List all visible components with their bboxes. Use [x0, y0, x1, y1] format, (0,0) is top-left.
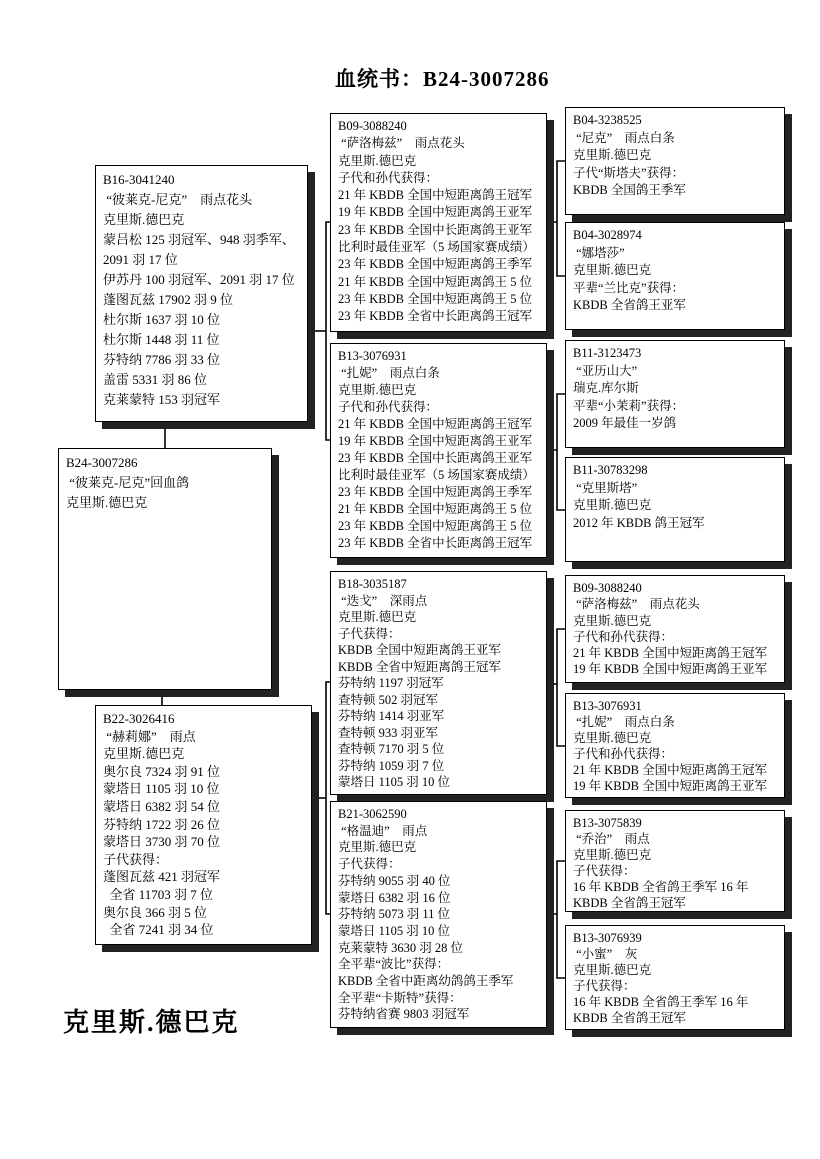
- pedigree-line: 克里斯.德巴克: [338, 840, 417, 855]
- pedigree-line: 23 年 KBDB 全国中短距离鸽王季军: [338, 257, 533, 272]
- pedigree-line: “尼克” 雨点白条: [573, 130, 675, 145]
- pedigree-line: “扎妮” 雨点白条: [573, 715, 675, 729]
- pedigree-line: KBDB 全省鸽王冠军: [573, 896, 686, 910]
- pedigree-line: 芬特纳 9055 羽 40 位: [338, 873, 451, 888]
- pedigree-box-ggp-b13-3075839: [565, 810, 785, 912]
- pedigree-line: 21 年 KBDB 全国中短距离鸽王 5 位: [338, 274, 533, 289]
- pedigree-line: 23 年 KBDB 全省中长距离鸽王冠军: [338, 536, 533, 550]
- ring-number: B11-3123473: [573, 346, 642, 360]
- pedigree-line: 查特顿 7170 羽 5 位: [338, 742, 445, 756]
- pedigree-line: 23 年 KBDB 全国中长距离鸽王亚军: [338, 451, 533, 465]
- pedigree-line: “格温迪” 雨点: [338, 823, 428, 838]
- ring-number: B24-3007286: [66, 455, 138, 470]
- pedigree-line: KBDB 全省中短距离鸽王冠军: [338, 659, 501, 674]
- pedigree-line: 克里斯.德巴克: [103, 746, 185, 762]
- ring-number: B22-3026416: [103, 711, 175, 726]
- pedigree-line: “萨洛梅兹” 雨点花头: [573, 597, 700, 612]
- pedigree-box-ggp-b04-3028974: [565, 222, 785, 330]
- ring-number: B11-30783298: [573, 463, 648, 477]
- pedigree-line: 19 年 KBDB 全国中短距离鸽王亚军: [338, 205, 533, 220]
- ring-number: B13-3076931: [338, 349, 407, 363]
- pedigree-line: 子代获得：: [338, 857, 401, 872]
- pedigree-line: 23 年 KBDB 全国中短距离鸽王 5 位: [338, 519, 533, 533]
- ring-number: B09-3088240: [338, 119, 407, 133]
- pedigree-line: 21 年 KBDB 全国中短距离鸽王冠军: [338, 188, 533, 203]
- pedigree-line: 克里斯.德巴克: [103, 212, 185, 227]
- pedigree-line: 蒙塔日 3730 羽 70 位: [103, 834, 221, 850]
- pedigree-line: 克里斯.德巴克: [573, 613, 652, 628]
- pedigree-box-ggp-b13-3076931: [565, 693, 785, 798]
- pedigree-line: 21 年 KBDB 全国中短距离鸽王冠军: [573, 763, 768, 777]
- pedigree-line: 奥尔良 366 羽 5 位: [103, 904, 208, 920]
- pedigree-line: 克里斯.德巴克: [573, 498, 652, 512]
- pedigree-line: 芬特纳 1059 羽 7 位: [338, 758, 445, 773]
- pedigree-line: 21 年 KBDB 全国中短距离鸽王 5 位: [338, 502, 533, 516]
- pedigree-line: 子代“斯塔夫”获得：: [573, 165, 685, 180]
- ring-number: B13-3075839: [573, 816, 642, 830]
- pedigree-line: 克里斯.德巴克: [573, 963, 652, 977]
- pedigree-line: KBDB 全省鸽王亚军: [573, 298, 686, 312]
- pedigree-box-sire-b16-3041240: [95, 165, 308, 422]
- pedigree-line: 克里斯.德巴克: [338, 610, 417, 624]
- pedigree-line: 2012 年 KBDB 鸽王冠军: [573, 515, 705, 530]
- ring-number: B13-3076931: [573, 699, 642, 713]
- pedigree-line: 21 年 KBDB 全国中短距离鸽王冠军: [338, 417, 533, 431]
- pedigree-line: 子代和孙代获得：: [573, 747, 674, 761]
- pedigree-box-dam-b22-3026416: [95, 705, 312, 945]
- pedigree-line: 盖雷 5331 羽 86 位: [103, 372, 208, 387]
- pedigree-line: “彼莱克-尼克” 雨点花头: [103, 192, 253, 207]
- pedigree-line: 子代获得：: [573, 979, 636, 993]
- pedigree-line: 克莱蒙特 3630 羽 28 位: [338, 940, 464, 955]
- ring-number: B13-3076939: [573, 931, 642, 945]
- pedigree-line: 23 年 KBDB 全国中长距离鸽王亚军: [338, 222, 533, 237]
- pedigree-line: 子代获得：: [338, 626, 401, 641]
- ring-number: B04-3028974: [573, 228, 642, 242]
- pedigree-box-sire-dam-b13-3076931: [330, 343, 547, 558]
- pedigree-line: 芬特纳 1722 羽 26 位: [103, 816, 221, 832]
- pedigree-line: 19 年 KBDB 全国中短距离鸽王亚军: [573, 662, 768, 677]
- pedigree-line: KBDB 全国鸽王季军: [573, 183, 686, 197]
- ring-number: B16-3041240: [103, 172, 175, 187]
- pedigree-line: “亚历山大”: [573, 363, 638, 378]
- pedigree-box-dam-dam-b21-3062590: [330, 801, 547, 1028]
- pedigree-line: 子代和孙代获得：: [573, 629, 674, 644]
- pedigree-line: 16 年 KBDB 全省鸽王季军 16 年: [573, 880, 749, 894]
- pedigree-line: 蒙塔日 1105 羽 10 位: [338, 775, 451, 789]
- pedigree-line: 克里斯.德巴克: [66, 495, 148, 510]
- ring-number: B09-3088240: [573, 581, 642, 595]
- ring-number: B04-3238525: [573, 113, 642, 127]
- pedigree-line: 比利时最佳亚军（5 场国家赛成绩）: [338, 468, 535, 482]
- pedigree-box-ggp-b11-3123473: [565, 340, 785, 448]
- ring-number: B21-3062590: [338, 807, 407, 821]
- pedigree-line: 23 年 KBDB 全国中短距离鸽王季军: [338, 485, 533, 499]
- pedigree-line: 奥尔良 7324 羽 91 位: [103, 763, 221, 779]
- pedigree-line: 子代和孙代获得：: [338, 170, 439, 185]
- pedigree-line: KBDB 全省中距离幼鸽鸽王季军: [338, 974, 514, 989]
- pedigree-line: 2091 羽 17 位: [103, 252, 178, 267]
- pedigree-line: 芬特纳省赛 9803 羽冠军: [338, 1007, 470, 1022]
- pedigree-line: 蒙塔日 6382 羽 16 位: [338, 890, 451, 905]
- pedigree-line: 克里斯.德巴克: [573, 148, 652, 162]
- pedigree-line: 蒙塔日 1105 羽 10 位: [103, 781, 220, 797]
- pedigree-line: 全平辈“波比”获得：: [338, 957, 450, 972]
- pedigree-box-subject-b24-3007286: [58, 448, 272, 690]
- ring-number: B18-3035187: [338, 577, 407, 591]
- pedigree-line: 瑞克.库尔斯: [573, 381, 639, 395]
- pedigree-line: 克里斯.德巴克: [573, 731, 652, 745]
- pedigree-line: 芬特纳 1197 羽冠军: [338, 676, 444, 690]
- pedigree-box-ggp-b09-3088240: [565, 575, 785, 683]
- pedigree-line: KBDB 全省鸽王冠军: [573, 1011, 686, 1025]
- pedigree-line: 克里斯.德巴克: [338, 153, 417, 168]
- pedigree-line: 克莱蒙特 153 羽冠军: [103, 392, 221, 407]
- pedigree-box-ggp-b13-3076939: [565, 925, 785, 1030]
- pedigree-line: 19 年 KBDB 全国中短距离鸽王亚军: [338, 434, 533, 448]
- pedigree-line: 16 年 KBDB 全省鸽王季军 16 年: [573, 995, 749, 1009]
- pedigree-line: 19 年 KBDB 全国中短距离鸽王亚军: [573, 779, 768, 793]
- pedigree-line: 蓬图瓦兹 17902 羽 9 位: [103, 292, 234, 307]
- pedigree-line: 23 年 KBDB 全省中长距离鸽王冠军: [338, 309, 533, 324]
- pedigree-line: 2009 年最佳一岁鸽: [573, 416, 677, 430]
- pedigree-line: “克里斯塔”: [573, 480, 638, 495]
- pedigree-line: 蒙吕松 125 羽冠军、948 羽季军、: [103, 232, 295, 247]
- pedigree-line: “扎妮” 雨点白条: [338, 366, 440, 380]
- pedigree-line: “彼莱克-尼克”回血鸽: [66, 475, 190, 490]
- pedigree-line: 23 年 KBDB 全国中短距离鸽王 5 位: [338, 291, 533, 306]
- pedigree-box-ggp-b11-30783298: [565, 457, 785, 562]
- pedigree-line: 蒙塔日 6382 羽 54 位: [103, 798, 221, 814]
- pedigree-line: KBDB 全国中短距离鸽王亚军: [338, 643, 501, 657]
- pedigree-line: 芬特纳 1414 羽亚军: [338, 709, 445, 723]
- pedigree-line: “萨洛梅兹” 雨点花头: [338, 136, 465, 151]
- pedigree-line: “迭戈” 深雨点: [338, 593, 428, 608]
- pedigree-line: 蒙塔日 1105 羽 10 位: [338, 923, 451, 938]
- pedigree-line: 杜尔斯 1637 羽 10 位: [103, 312, 221, 327]
- pedigree-line: “娜塔莎”: [573, 245, 625, 260]
- pedigree-line: 克里斯.德巴克: [573, 848, 652, 862]
- pedigree-line: 全省 11703 羽 7 位: [103, 886, 214, 902]
- pedigree-line: 比利时最佳亚军（5 场国家赛成绩）: [338, 240, 535, 255]
- pedigree-line: 平辈“兰比克”获得：: [573, 280, 685, 295]
- pedigree-line: 子代获得：: [573, 864, 636, 878]
- pedigree-line: 子代和孙代获得：: [338, 400, 439, 414]
- pedigree-line: 查特顿 502 羽冠军: [338, 692, 439, 707]
- pedigree-line: 子代获得：: [103, 851, 169, 867]
- pedigree-line: 克里斯.德巴克: [573, 263, 652, 277]
- pedigree-box-sire-sire-b09-3088240: [330, 113, 547, 332]
- pedigree-line: 芬特纳 7786 羽 33 位: [103, 352, 221, 367]
- pedigree-line: 伊苏丹 100 羽冠军、2091 羽 17 位: [103, 272, 295, 287]
- pedigree-line: 全省 7241 羽 34 位: [103, 922, 214, 938]
- pedigree-line: 平辈“小茉莉”获得：: [573, 398, 685, 413]
- page-title: 血统书：B24-3007286: [335, 67, 550, 91]
- pedigree-line: 全平辈“卡斯特”获得：: [338, 990, 462, 1005]
- pedigree-box-dam-sire-b18-3035187: [330, 571, 547, 795]
- pedigree-line: 克里斯.德巴克: [338, 383, 417, 397]
- pedigree-box-ggp-b04-3238525: [565, 107, 785, 215]
- pedigree-line: 芬特纳 5073 羽 11 位: [338, 907, 451, 922]
- pedigree-line: “乔治” 雨点: [573, 832, 650, 846]
- pedigree-line: 蓬图瓦兹 421 羽冠军: [103, 869, 221, 885]
- pedigree-line: 查特顿 933 羽亚军: [338, 725, 439, 740]
- breeder-name: 克里斯.德巴克: [63, 1008, 240, 1037]
- pedigree-line: 杜尔斯 1448 羽 11 位: [103, 332, 220, 347]
- pedigree-line: “小蜜” 灰: [573, 947, 638, 961]
- pedigree-line: 21 年 KBDB 全国中短距离鸽王冠军: [573, 646, 768, 661]
- pedigree-line: “赫莉娜” 雨点: [103, 728, 196, 744]
